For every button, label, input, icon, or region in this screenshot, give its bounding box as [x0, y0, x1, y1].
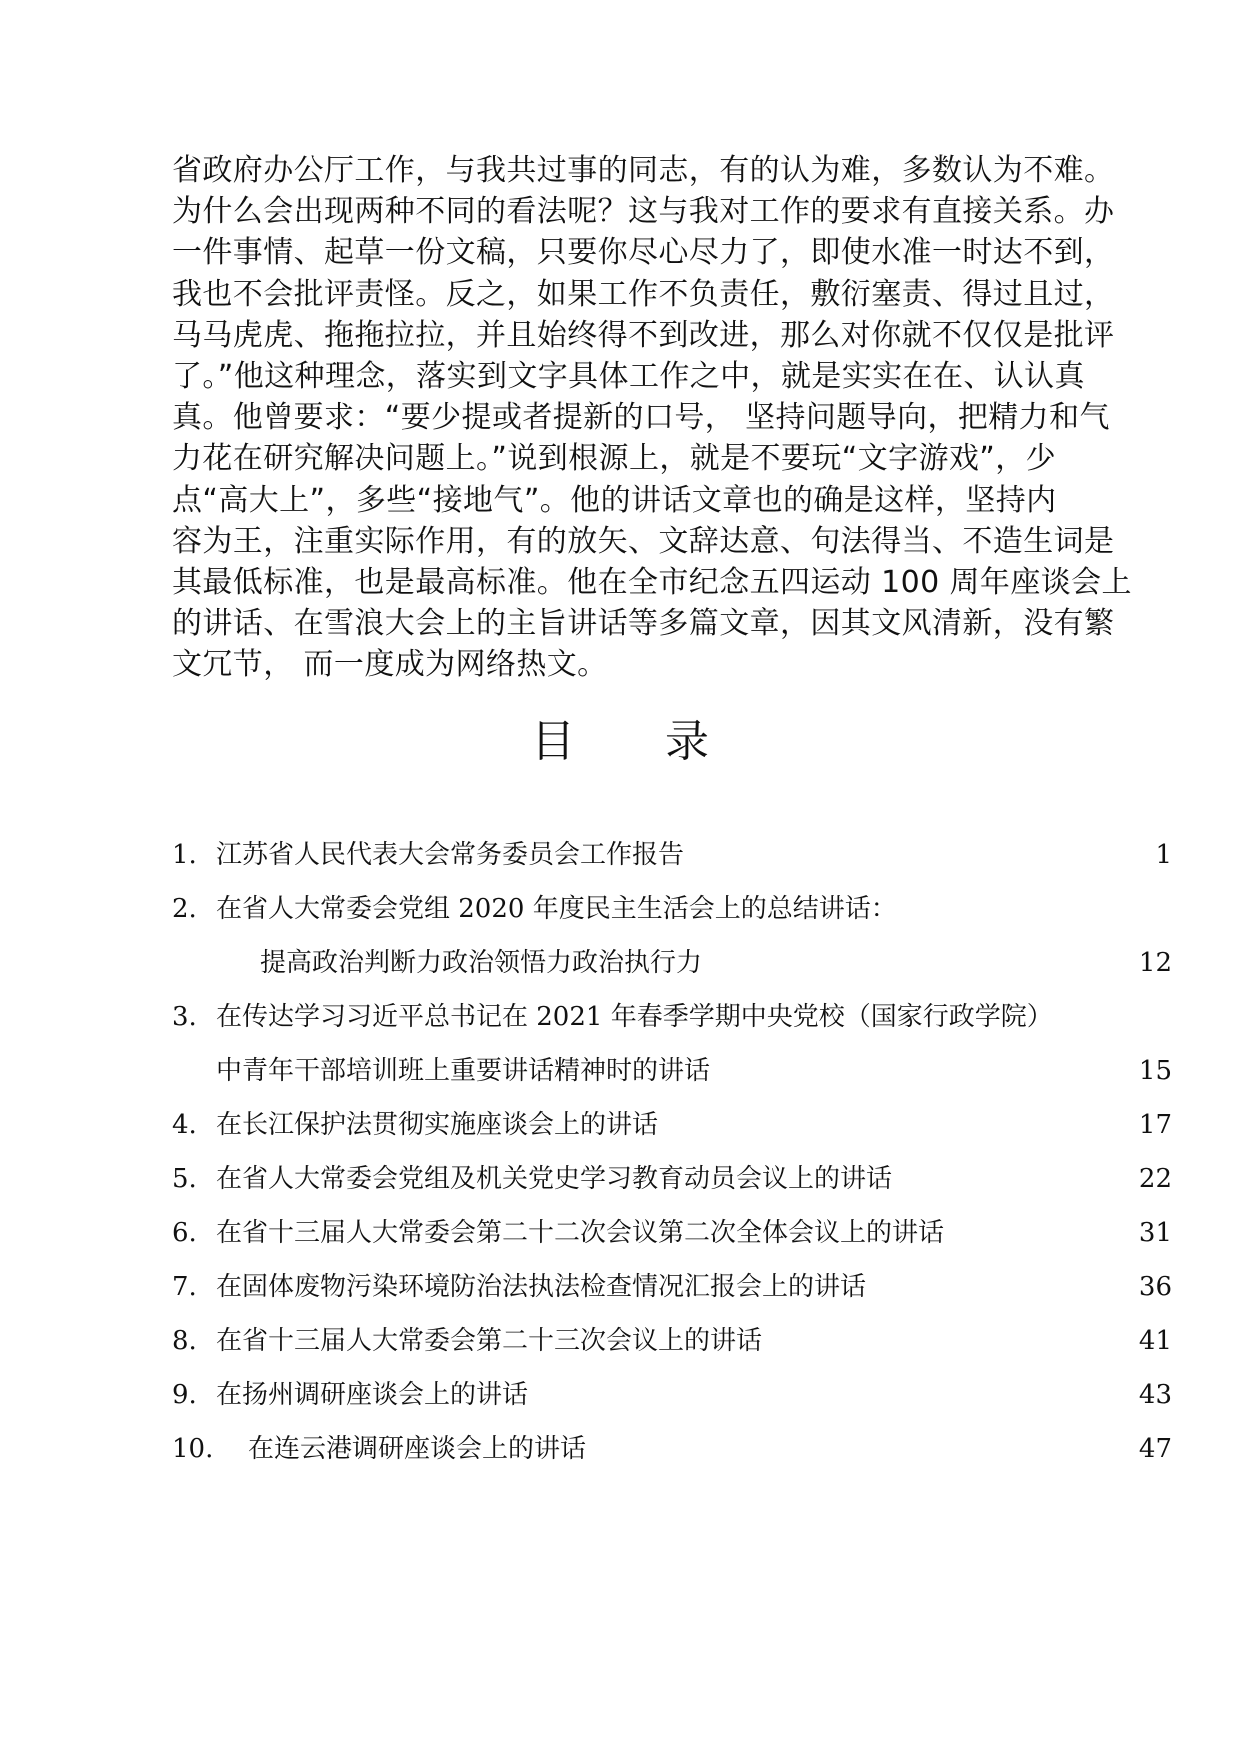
- toc-entry[interactable]: [172, 828, 1172, 882]
- toc-entry-title: 中青年干部培训班上重要讲话精神时的讲话: [216, 1056, 711, 1086]
- toc-entry-number: 4.: [172, 1110, 197, 1140]
- toc-entry-title: 在连云港调研座谈会上的讲话: [248, 1434, 587, 1464]
- toc-entry[interactable]: [172, 1098, 1172, 1152]
- toc-entry[interactable]: [172, 1422, 1172, 1476]
- toc-entry-continuation[interactable]: [172, 1044, 1172, 1098]
- toc-entry-page: 36: [1138, 1272, 1172, 1302]
- intro-line: 为什么会出现两种不同的看法呢？这与我对工作的要求有直接关系。办: [172, 194, 1115, 230]
- toc-entry-title: 在省人大常委会党组及机关党史学习教育动员会议上的讲话: [216, 1164, 893, 1194]
- toc-entry-title: 提高政治判断力政治领悟力政治执行力: [260, 948, 703, 978]
- intro-paragraph: [172, 150, 1132, 686]
- toc-entry-title: 在扬州调研座谈会上的讲话: [216, 1380, 529, 1410]
- intro-line: 点“高大上”，多些“接地气”。他的讲话文章也的确是这样，坚持内: [172, 482, 1057, 518]
- toc-entry-title: 江苏省人民代表大会常务委员会工作报告: [216, 840, 685, 870]
- toc-entry-number: 6.: [172, 1218, 197, 1248]
- intro-line: 容为王，注重实际作用，有的放矢、文辞达意、句法得当、不造生词是: [172, 523, 1115, 559]
- intro-line: 一件事情、起草一份文稿，只要你尽心尽力了，即使水准一时达不到，: [172, 235, 1115, 271]
- toc-entry[interactable]: [172, 990, 1172, 1044]
- toc-title: 目 录: [531, 716, 747, 767]
- intro-line: 真。他曾要求：“要少提或者提新的口号， 坚持问题导向，把精力和气: [172, 400, 1110, 436]
- intro-line: 文冗节， 而一度成为网络热文。: [172, 647, 608, 683]
- toc-entry-page: 12: [1138, 948, 1172, 978]
- toc-entry-title: 在长江保护法贯彻实施座谈会上的讲话: [216, 1110, 659, 1140]
- toc-entry-number: 8.: [172, 1326, 197, 1356]
- toc-entry-page: 47: [1138, 1434, 1172, 1464]
- intro-line: 了。”他这种理念，落实到文字具体工作之中，就是实实在在、认认真: [172, 359, 1085, 395]
- toc-entry[interactable]: [172, 1314, 1172, 1368]
- intro-line: 其最低标准，也是最高标准。他在全市纪念五四运动 100 周年座谈会上: [172, 565, 1132, 601]
- toc-entry-number: 3.: [172, 1002, 197, 1032]
- toc-entry-title: 在省十三届人大常委会第二十二次会议第二次全体会议上的讲话: [216, 1218, 945, 1248]
- intro-line: 力花在研究解决问题上。”说到根源上，就是不要玩“文字游戏”，少: [172, 441, 1057, 477]
- intro-line: 的讲话、在雪浪大会上的主旨讲话等多篇文章，因其文风清新，没有繁: [172, 606, 1115, 642]
- intro-line: 马马虎虎、拖拖拉拉，并且始终得不到改进，那么对你就不仅仅是批评: [172, 317, 1115, 353]
- toc-entry-page: 41: [1138, 1326, 1172, 1356]
- toc-entry-title: 在固体废物污染环境防治法执法检查情况汇报会上的讲话: [216, 1272, 867, 1302]
- toc-entry-title: 在省人大常委会党组 2020 年度民主生活会上的总结讲话：: [216, 894, 897, 924]
- toc-entry-page: 15: [1138, 1056, 1172, 1086]
- toc-entry-number: 5.: [172, 1164, 197, 1194]
- toc-entry-number: 1.: [172, 840, 197, 870]
- toc-entry-title: 在传达学习习近平总书记在 2021 年春季学期中央党校（国家行政学院）: [216, 1002, 1053, 1032]
- toc-entry-page: 17: [1138, 1110, 1172, 1140]
- toc-entry[interactable]: [172, 1368, 1172, 1422]
- toc-entry-page: 43: [1138, 1380, 1172, 1410]
- table-of-contents: [172, 828, 1172, 1476]
- toc-entry-number: 2.: [172, 894, 197, 924]
- toc-entry[interactable]: [172, 1206, 1172, 1260]
- toc-entry-page: 22: [1138, 1164, 1172, 1194]
- toc-entry-number: 9.: [172, 1380, 197, 1410]
- toc-entry-continuation[interactable]: [172, 936, 1172, 990]
- toc-entry-number: 10.: [172, 1434, 214, 1464]
- toc-entry-title: 在省十三届人大常委会第二十三次会议上的讲话: [216, 1326, 763, 1356]
- toc-entry-page: 31: [1138, 1218, 1172, 1248]
- toc-entry[interactable]: [172, 882, 1172, 936]
- toc-entry-number: 7.: [172, 1272, 197, 1302]
- toc-entry[interactable]: [172, 1260, 1172, 1314]
- toc-entry[interactable]: [172, 1152, 1172, 1206]
- toc-entry-page: 1: [1155, 840, 1172, 870]
- intro-line: 省政府办公厅工作，与我共过事的同志，有的认为难，多数认为不难。: [172, 153, 1115, 188]
- intro-line: 我也不会批评责怪。反之，如果工作不负责任，敷衍塞责、得过且过，: [172, 276, 1115, 312]
